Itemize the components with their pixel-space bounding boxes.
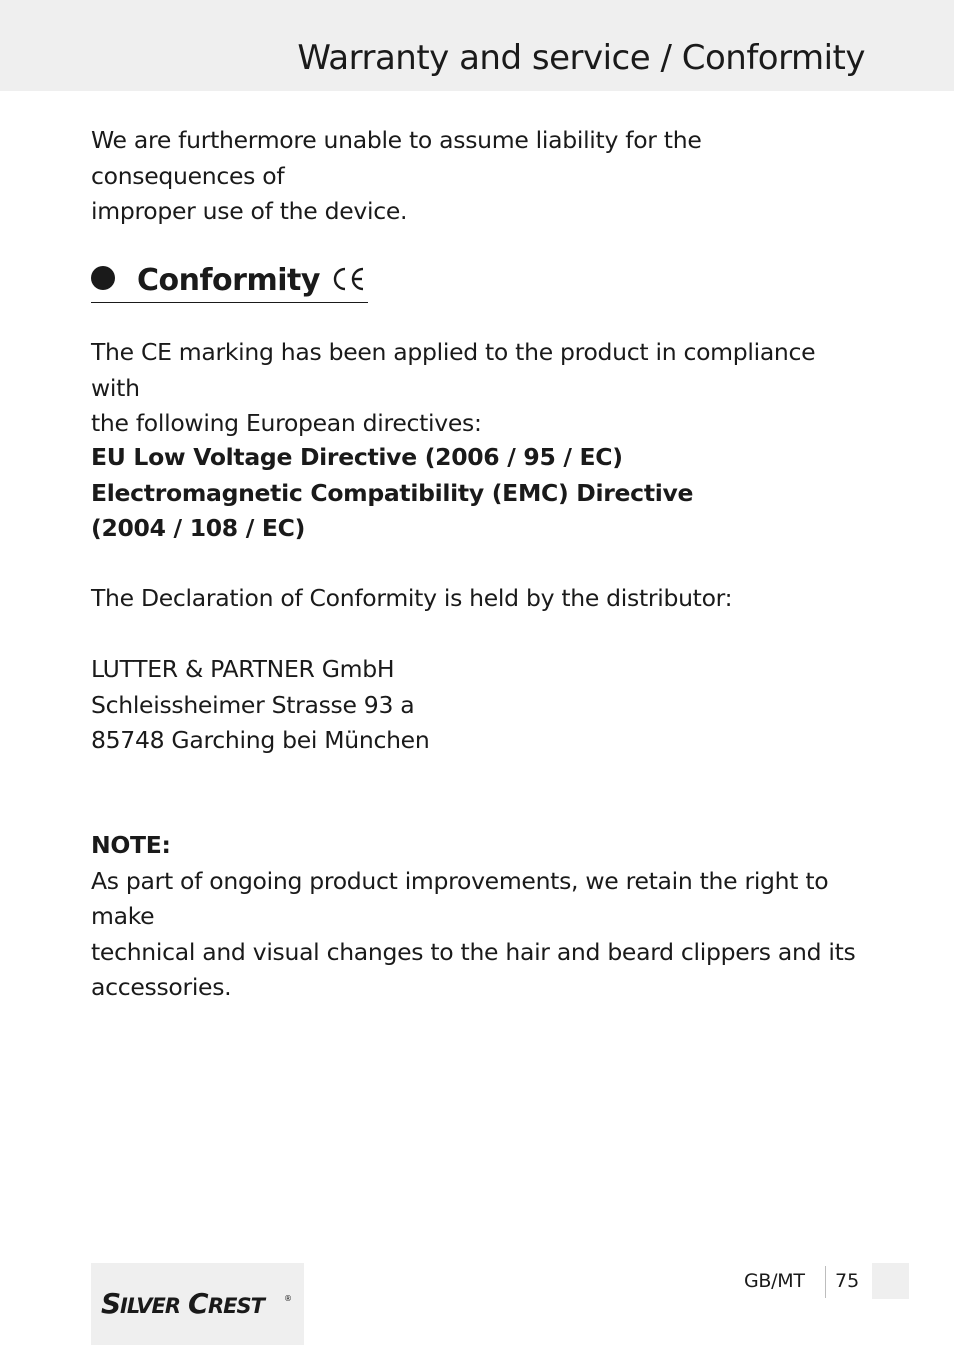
footer-tab (872, 1263, 909, 1299)
page-title: Warranty and service / Conformity (297, 38, 865, 78)
bullet-icon (91, 266, 115, 290)
ce-mark-icon (330, 266, 366, 292)
section-title: Conformity (137, 262, 320, 298)
conformity-heading (91, 258, 368, 303)
svg-text:REST: REST (208, 1294, 264, 1318)
note-line: accessories. (91, 973, 232, 1001)
directives-list (91, 440, 871, 547)
address-line: LUTTER & PARTNER GmbH (91, 655, 395, 683)
note-block (91, 828, 871, 1006)
ce-line: the following European directives: (91, 409, 482, 437)
directive-item: Electromagnetic Compatibility (EMC) Directive (91, 478, 694, 507)
brand-logo-box (91, 1263, 304, 1345)
note-line: As part of ongoing product improvements, we retain the right to make (91, 866, 829, 930)
distributor-address (91, 652, 871, 759)
page-number: 75 (835, 1270, 860, 1292)
intro-paragraph (91, 123, 871, 230)
declaration-line: The Declaration of Conformity is held by the distributor: (91, 584, 733, 612)
svg-text:®: ® (284, 1294, 292, 1303)
intro-line: We are furthermore unable to assume liability for the consequences of (91, 126, 702, 190)
svg-text:ILVER: ILVER (120, 1294, 181, 1318)
address-line: 85748 Garching bei München (91, 726, 430, 754)
note-label: NOTE: (91, 831, 171, 859)
ce-paragraph (91, 335, 871, 442)
directive-item: EU Low Voltage Directive (2006 / 95 / EC) (91, 443, 623, 471)
declaration-paragraph (91, 581, 871, 617)
address-line: Schleissheimer Strasse 93 a (91, 690, 415, 719)
footer-divider (825, 1266, 826, 1298)
silvercrest-logo (101, 1285, 296, 1319)
directive-item: (2004 / 108 / EC) (91, 514, 306, 542)
svg-text:S: S (101, 1287, 121, 1319)
footer-locale: GB/MT (744, 1270, 805, 1292)
svg-text:C: C (188, 1287, 208, 1319)
intro-line: improper use of the device. (91, 197, 408, 225)
ce-line: The CE marking has been applied to the product in compliance with (91, 338, 816, 402)
note-line: technical and visual changes to the hair and beard clippers and its (91, 937, 856, 966)
